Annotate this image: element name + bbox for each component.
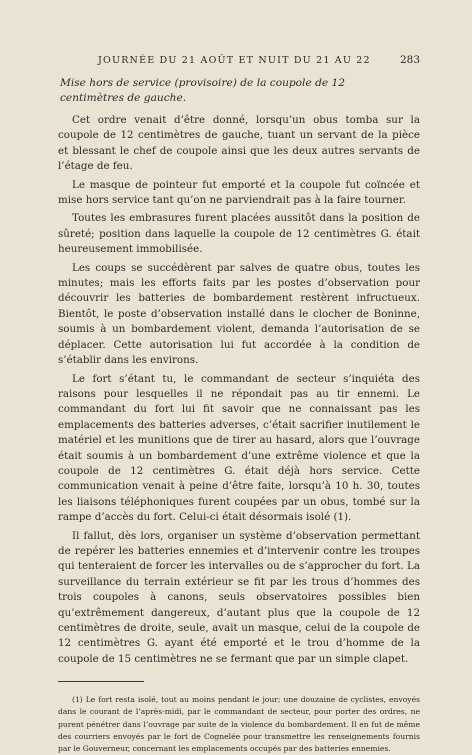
- paragraph: Le fort s’étant tu, le commandant de secteur s’inquiéta des raisons pour lesquelles il ne répondait pas au tir ennemi. Le commandant du fort lui fit savoir que ne connaissant pas les emplacements des batteries adverses, c’était sacrifier inutilement le matériel et les munitions que de tirer au hasard, alors que l’ouvrage était soumis à un bombardement d’une extrême violence et que la coupole de 12 centimètres G. était déjà hors service. Cette communication venait à peine d’être faite, lorsqu’à 10 h. 30, toutes les liaisons téléphoniques furent coupées par un obus, tombé sur la rampe d’accès du fort. Celui-ci était désormais isolé (1).: [58, 372, 420, 524]
- footnote: (1) Le fort resta isolé, tout au moins pendant le jour; une douzaine de cyclistes, envoyés dans le courant de l’après-midi, par le commandant de secteur, pour porter des ordres, ne purent pénétrer dans l’ouvrage par suite de la violence du bombardement. Il en fut de même des courriers envoyés par le fort de Cognelée pour transmettre les renseignements fournis par le Gouverneur, concernant les emplacements occupés par des batteries ennemies.: [58, 695, 420, 754]
- paragraph: Il fallut, dès lors, organiser un système d’observation permettant de repérer les batteries ennemies et d’intervenir contre les troupes qui tenteraient de forcer les intervalles ou de s’approcher du fort. La surveillance du terrain extérieur se fit par les trous d’hommes des trois coupoles à canons, seuls observatoires possibles bien qu’extrêmement dangereux, d’autant plus que la coupole de 12 centimètres de droite, seule, avait un masque, celui de la coupole de 12 centimètres G. ayant été emporté et le trou d’homme de la coupole de 15 centimètres ne se fermant que par un simple clapet.: [58, 529, 420, 665]
- running-title: JOURNÉE DU 21 AOÛT ET NUIT DU 21 AU 22: [98, 55, 371, 66]
- paragraph: Les coups se succédèrent par salves de quatre obus, toutes les minutes; mais les efforts faits par les postes d’observation pour découvrir les batteries de bombardement restèrent infructueux. Bientôt, le poste d’observation installé dans le clocher de Boninne, soumis à un bombardement violent, demanda l’autorisation de se déplacer. Cette autorisation lui fut accordée à la condition de s’établir dans les environs.: [58, 261, 420, 367]
- section-subtitle: Mise hors de service (provisoire) de la coupole de 12 centimètres de gauche.: [60, 77, 345, 104]
- running-header: [98, 54, 420, 66]
- paragraph: Cet ordre venait d’être donné, lorsqu’un obus tomba sur la coupole de 12 centimètres de gauche, tuant un servant de la pièce et blessant le chef de coupole ainsi que les deux autres servants de l’étage de feu.: [58, 114, 420, 173]
- footnote-divider: [58, 681, 144, 682]
- paragraph: Le masque de pointeur fut emporté et la coupole fut coïncée et mise hors service tant qu’on ne parviendrait pas à la faire tourner.: [58, 178, 420, 207]
- body-text: [58, 113, 420, 667]
- paragraph: Toutes les embrasures furent placées aussitôt dans la position de sûreté; position dans laquelle la coupole de 12 centimètres G. était heureusement immobilisée.: [58, 212, 420, 256]
- page-number: 283: [399, 54, 420, 66]
